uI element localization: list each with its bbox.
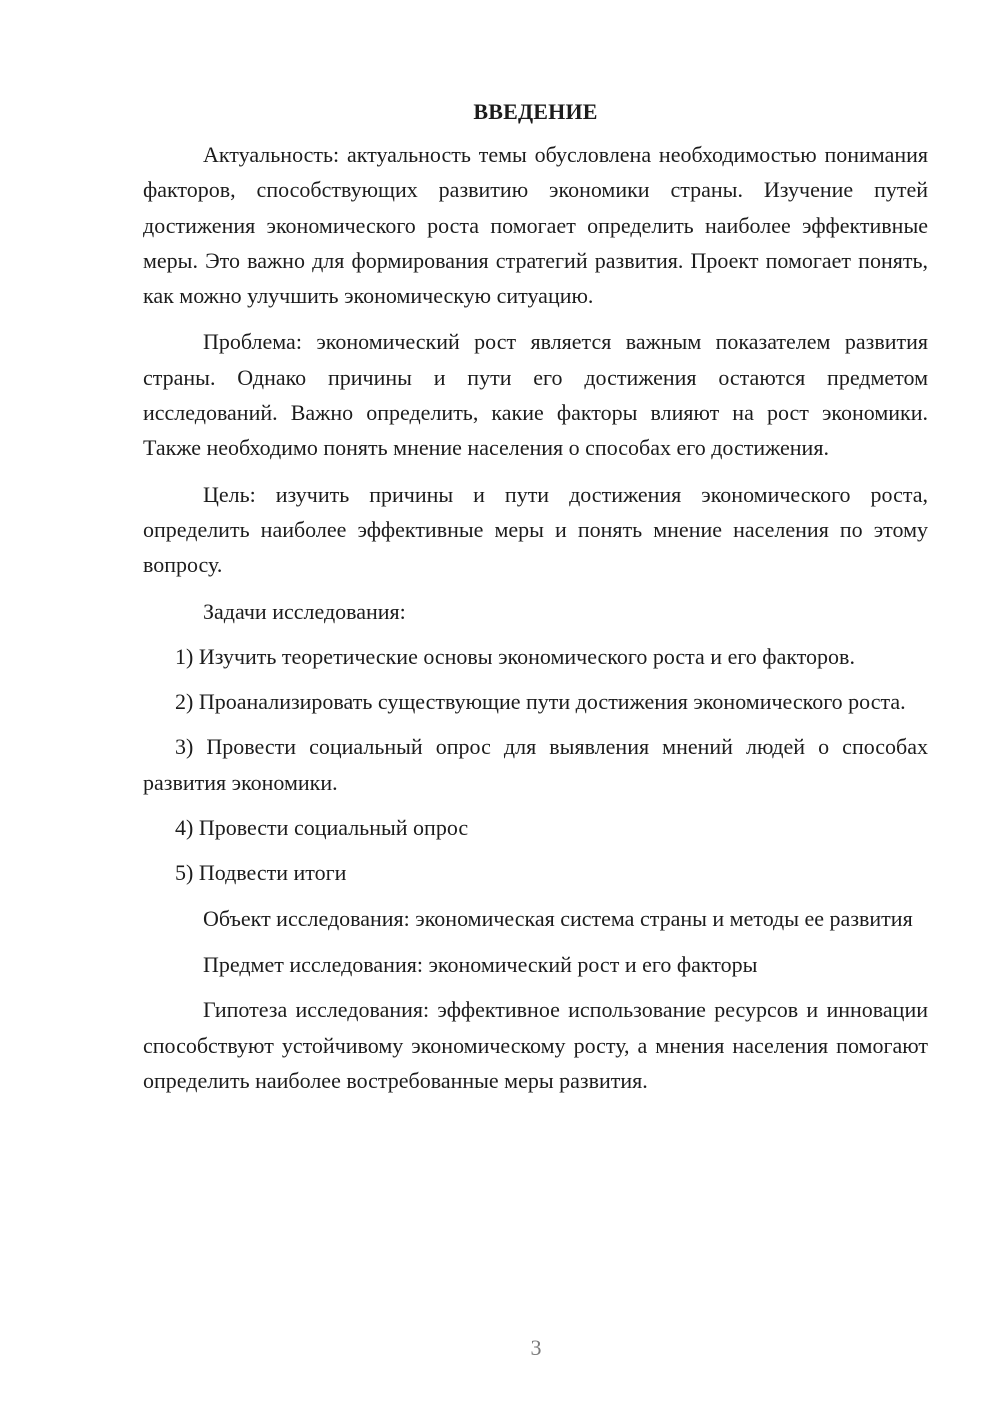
goal-paragraph: Цель: изучить причины и пути достижения экономического роста, определить наиболее эффективные меры и понять мнение населения по этому вопросу. (143, 481, 928, 578)
task-item: 1) Изучить теоретические основы экономического роста и его факторов. (175, 643, 855, 669)
page-number: 3 (530, 1335, 542, 1360)
relevance-paragraph: Актуальность: актуальность темы обусловлена необходимостью понимания факторов, способствующих развитию экономики страны. Изучение путей достижения экономического роста помогает определить наиболее эффективные меры. Это важно для формирования стратегий развития. Проект помогает понять, как можно улучшить экономическую ситуацию. (143, 142, 928, 309)
task-item: 5) Подвести итоги (175, 860, 347, 886)
tasks-heading: Задачи исследования: (203, 598, 406, 624)
task-item: 3) Провести социальный опрос для выявления мнений людей о способах развития экономики. (143, 734, 928, 795)
subject-paragraph: Предмет исследования: экономический рост и его факторы (203, 951, 758, 977)
object-paragraph: Объект исследования: экономическая система страны и методы ее развития (203, 905, 913, 931)
task-item: 2) Проанализировать существующие пути достижения экономического роста. (175, 689, 906, 715)
task-item: 4) Провести социальный опрос (175, 815, 469, 841)
page-content (143, 96, 928, 1109)
section-title: ВВЕДЕНИЕ (473, 99, 598, 124)
problem-paragraph: Проблема: экономический рост является важным показателем развития страны. Однако причины и пути его достижения остаются предметом исследований. Важно определить, какие факторы влияют на рост экономики. Также необходимо понять мнение населения о способах его достижения. (143, 329, 928, 461)
hypothesis-paragraph: Гипотеза исследования: эффективное использование ресурсов и инновации способствуют устойчивому экономическому росту, а мнения населения помогают определить наиболее востребованные меры развития. (143, 997, 928, 1093)
